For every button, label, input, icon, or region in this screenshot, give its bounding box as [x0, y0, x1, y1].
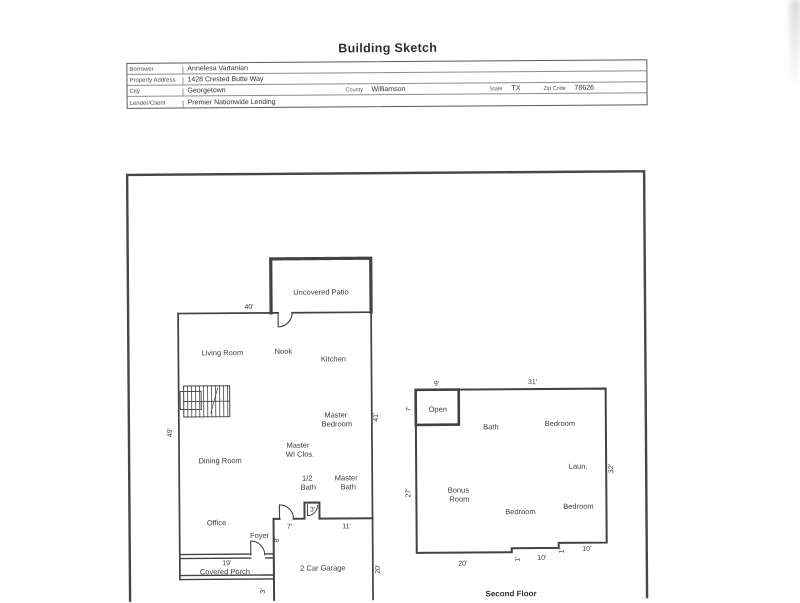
state-label: State: [490, 86, 503, 92]
room-label-office: Office: [207, 518, 227, 527]
dim-31ft: 31': [528, 379, 537, 386]
room-label-laundry: Laun.: [569, 462, 588, 471]
dim-10ft-a: 10': [537, 555, 546, 562]
page-title: Building Sketch: [126, 39, 649, 57]
dim-7ft: 7': [287, 524, 292, 531]
first-floor-plan: [178, 258, 373, 603]
room-label-bonus-2: Room: [449, 495, 469, 504]
sketch-border: [127, 171, 647, 602]
dim-11ft: 11': [342, 523, 351, 530]
room-label-bath2: Bath: [483, 422, 498, 431]
second-floor-caption: Second Floor: [485, 589, 536, 598]
room-label-bonus-1: Bonus: [448, 486, 470, 495]
borrower-label: Borrower: [127, 66, 183, 74]
room-label-living: Living Room: [201, 348, 243, 357]
room-label-wic-1: Master: [287, 441, 310, 450]
dim-40ft: 40': [244, 304, 253, 311]
dim-3ft-notch: 3': [310, 507, 315, 514]
county-value: Williamson: [372, 86, 406, 93]
first-floor-front-top-wall: [178, 312, 371, 313]
scan-smudge: [790, 0, 800, 90]
room-label-bedroom-mid: Bedroom: [505, 507, 535, 516]
city-label: City: [128, 88, 184, 96]
dim-27ft: 27': [405, 488, 412, 497]
dim-32ft: 32': [608, 464, 615, 473]
dim-19ft: 19': [222, 560, 231, 567]
room-label-patio: Uncovered Patio: [293, 287, 349, 296]
room-label-master-bath-2: Bath: [341, 482, 356, 491]
room-label-bedroom-top: Bedroom: [545, 419, 575, 428]
dim-1ft-b: 1': [559, 548, 566, 553]
county-label: County: [346, 87, 363, 93]
borrower-value: Annelesa Vartanian: [183, 65, 248, 73]
room-label-wic-2: WI Clos.: [286, 450, 314, 459]
dim-41ft: 41': [373, 413, 380, 422]
dim-1ft-a: 1': [515, 557, 522, 562]
state-value: TX: [512, 85, 521, 92]
room-label-master-bedroom-2: Bedroom: [322, 419, 352, 428]
hall-door-swing: [279, 505, 293, 519]
room-label-master-bath-1: Master: [335, 473, 358, 482]
patio-walls: [271, 258, 371, 313]
room-label-master-bedroom-1: Master: [324, 410, 347, 419]
dim-20ft-bottom: 20': [458, 561, 467, 568]
room-label-garage: 2 Car Garage: [300, 563, 346, 572]
dim-3ft-porch: 3': [260, 588, 267, 593]
room-label-dining: Dining Room: [198, 456, 241, 465]
property-address-value: 1428 Crested Butte Way: [183, 76, 263, 85]
porch-top-walls: [180, 554, 274, 559]
front-door-swing: [251, 541, 265, 555]
lender-value: Premier Nationwide Lending: [184, 99, 276, 108]
room-label-nook: Nook: [275, 347, 293, 356]
lender-label: Lender/Client: [128, 100, 184, 108]
dim-20ft-garage: 20': [375, 565, 382, 574]
dim-8ft: 8': [274, 537, 281, 542]
room-label-kitchen: Kitchen: [321, 354, 346, 363]
patio-door-swing: [278, 313, 292, 327]
zip-value: 78626: [575, 85, 595, 92]
first-floor-left-wall: [178, 314, 180, 580]
room-label-open: Open: [429, 405, 447, 414]
dim-9ft: 9': [434, 381, 439, 388]
room-label-half-bath-2: Bath: [301, 483, 316, 492]
dim-7ft-open: 7': [406, 406, 413, 411]
second-floor-labels: [405, 379, 617, 599]
room-label-bedroom-right: Bedroom: [563, 502, 593, 511]
staircase: [180, 386, 230, 417]
room-label-foyer: Foyer: [250, 531, 270, 540]
garage-top-wall: [273, 502, 372, 519]
room-label-half-bath-1: 1/2: [302, 474, 313, 483]
dim-49ft: 49': [167, 428, 174, 437]
zip-label: Zip Code: [544, 85, 566, 91]
first-floor-right-wall: [371, 312, 373, 602]
dim-10ft-b: 10': [582, 546, 591, 553]
room-label-porch: Covered Porch: [200, 567, 250, 576]
property-address-label: Property Address: [127, 77, 183, 85]
city-value: Georgetown: [184, 87, 226, 95]
